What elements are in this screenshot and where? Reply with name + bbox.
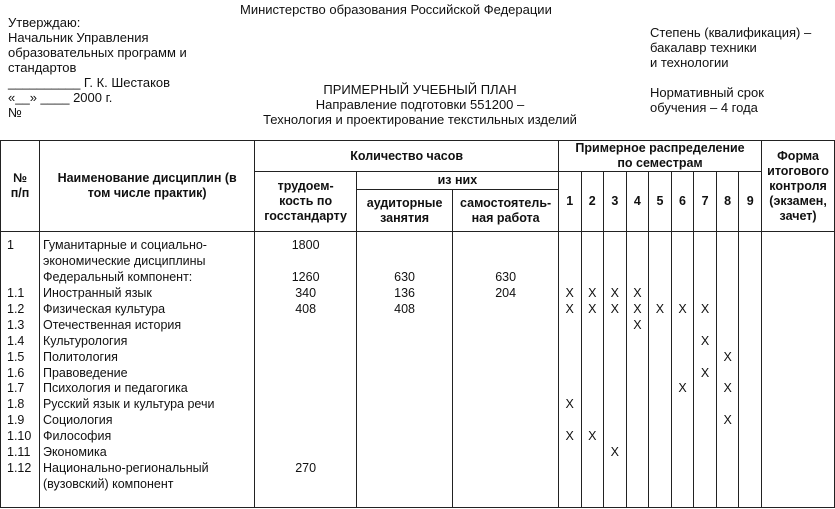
semester-mark xyxy=(649,270,671,286)
cell-name: Национально-региональный xyxy=(42,461,209,476)
header-control: Форма итогового контроля (экзамен, зачет) xyxy=(762,141,835,232)
cell-labor xyxy=(255,397,356,413)
cell-num: 1.2 xyxy=(7,301,25,316)
cell-self xyxy=(453,477,558,493)
semester-mark xyxy=(604,350,626,366)
cell-num: 1.11 xyxy=(7,445,31,460)
semester-mark: X xyxy=(700,333,710,348)
approval-line: стандартов xyxy=(8,60,77,75)
semester-mark xyxy=(559,477,581,493)
column-semester-6 xyxy=(672,232,694,493)
semester-mark xyxy=(739,477,761,493)
duration-block xyxy=(650,85,764,115)
cell-num: 1.12 xyxy=(7,461,32,476)
semester-mark: X xyxy=(588,285,597,300)
semester-mark xyxy=(582,334,604,350)
semester-mark xyxy=(717,477,739,493)
semester-mark xyxy=(582,350,604,366)
cell-aud xyxy=(357,334,452,350)
header-of-them: из них xyxy=(356,172,558,190)
semester-mark xyxy=(627,413,649,429)
cell-self xyxy=(453,381,558,397)
semester-mark xyxy=(649,461,671,477)
semester-mark xyxy=(559,238,581,254)
cell-labor xyxy=(255,381,356,397)
cell-labor xyxy=(255,366,356,382)
semester-mark xyxy=(694,397,716,413)
cell-name: Гуманитарные и социально- xyxy=(42,238,207,252)
semester-mark xyxy=(739,286,761,302)
semester-mark xyxy=(739,381,761,397)
degree-block xyxy=(650,25,811,70)
semester-mark xyxy=(627,397,649,413)
cell-num: 1.3 xyxy=(7,317,25,332)
cell-num: 1.9 xyxy=(7,413,25,428)
cell-aud: 136 xyxy=(394,285,416,300)
semester-mark xyxy=(559,318,581,334)
cell-name: Психология и педагогика xyxy=(42,381,188,396)
cell-aud xyxy=(357,366,452,382)
semester-mark xyxy=(582,381,604,397)
semester-mark xyxy=(627,350,649,366)
semester-mark xyxy=(604,334,626,350)
cell-self xyxy=(453,238,558,254)
cell-name: Социология xyxy=(42,413,113,428)
cell-aud xyxy=(357,445,452,461)
cell-self xyxy=(453,461,558,477)
cell-aud: 630 xyxy=(394,269,416,284)
semester-mark xyxy=(627,461,649,477)
header-name: Наименование дисциплин (в том числе практик) xyxy=(39,141,254,232)
semester-mark: X xyxy=(565,301,574,316)
degree-line: и технологии xyxy=(650,55,729,70)
semester-mark: X xyxy=(633,285,642,300)
cell-num: 1.10 xyxy=(7,429,32,444)
semester-mark: X xyxy=(633,317,642,332)
header-num: № п/п xyxy=(1,141,40,232)
header-semester-8: 8 xyxy=(716,172,739,232)
semester-mark xyxy=(604,254,626,270)
semester-mark xyxy=(649,429,671,445)
semester-mark xyxy=(559,254,581,270)
column-semester-8 xyxy=(717,232,739,493)
semester-mark: X xyxy=(723,381,732,396)
header-semester-5: 5 xyxy=(649,172,672,232)
cell-self xyxy=(453,429,558,445)
semester-mark xyxy=(559,445,581,461)
semester-mark xyxy=(604,270,626,286)
cell-labor: 340 xyxy=(295,285,317,300)
semester-mark xyxy=(627,270,649,286)
semester-mark xyxy=(627,429,649,445)
cell-aud xyxy=(357,429,452,445)
semester-mark: X xyxy=(723,349,732,364)
semester-mark xyxy=(717,238,739,254)
semester-mark xyxy=(582,477,604,493)
semester-mark xyxy=(559,366,581,382)
semester-mark xyxy=(582,366,604,382)
semester-mark xyxy=(672,366,694,382)
cell-self xyxy=(453,302,558,318)
column-labor xyxy=(255,232,356,493)
semester-mark xyxy=(694,254,716,270)
header-auditory: аудиторные занятия xyxy=(356,190,452,232)
cell-self xyxy=(453,254,558,270)
cell-aud xyxy=(357,413,452,429)
column-semester-9 xyxy=(739,232,761,493)
semester-mark xyxy=(739,270,761,286)
cell-aud xyxy=(357,254,452,270)
semester-mark: X xyxy=(700,301,710,316)
semester-mark: X xyxy=(565,429,574,444)
semester-mark xyxy=(559,461,581,477)
column-semester-4 xyxy=(627,232,649,493)
column-semester-1 xyxy=(559,232,581,493)
semester-mark xyxy=(694,238,716,254)
semester-mark xyxy=(672,318,694,334)
cell-self xyxy=(453,350,558,366)
cell-self xyxy=(453,413,558,429)
column-semester-3 xyxy=(604,232,626,493)
semester-mark xyxy=(739,429,761,445)
cell-labor xyxy=(255,350,356,366)
semester-mark xyxy=(672,286,694,302)
semester-mark xyxy=(672,254,694,270)
semester-mark xyxy=(739,350,761,366)
cell-num xyxy=(1,477,39,493)
semester-mark xyxy=(694,413,716,429)
semester-mark xyxy=(672,413,694,429)
cell-name: Физическая культура xyxy=(42,301,166,316)
semester-mark: X xyxy=(565,285,574,300)
cell-name: Политология xyxy=(42,349,118,364)
column-name xyxy=(40,232,254,493)
cell-self xyxy=(453,318,558,334)
cell-labor: 1260 xyxy=(291,269,320,284)
semester-mark xyxy=(604,397,626,413)
semester-mark xyxy=(627,366,649,382)
cell-labor xyxy=(255,477,356,493)
semester-mark: X xyxy=(565,397,574,412)
semester-mark xyxy=(717,286,739,302)
semester-mark xyxy=(604,366,626,382)
column-semester-7 xyxy=(694,232,716,493)
semester-mark xyxy=(649,286,671,302)
semester-mark xyxy=(582,461,604,477)
semester-mark xyxy=(672,477,694,493)
header-semester-3: 3 xyxy=(604,172,627,232)
cell-name: Федеральный компонент: xyxy=(42,269,193,284)
semester-mark xyxy=(582,238,604,254)
semester-mark xyxy=(627,238,649,254)
semester-mark xyxy=(739,318,761,334)
semester-mark xyxy=(672,445,694,461)
semester-mark xyxy=(717,397,739,413)
semester-mark xyxy=(717,461,739,477)
semester-mark xyxy=(649,413,671,429)
semester-mark xyxy=(582,254,604,270)
cell-self: 630 xyxy=(495,269,517,284)
semester-mark xyxy=(717,334,739,350)
cell-aud: 408 xyxy=(394,301,416,316)
semester-mark xyxy=(694,270,716,286)
semester-mark xyxy=(604,477,626,493)
plan-title-block xyxy=(230,82,610,127)
semester-mark xyxy=(627,477,649,493)
semester-mark xyxy=(649,334,671,350)
header-semester-2: 2 xyxy=(581,172,604,232)
semester-mark xyxy=(694,318,716,334)
approval-signature: __________ Г. К. Шестаков xyxy=(8,75,171,90)
column-num xyxy=(1,232,39,493)
semester-mark: X xyxy=(678,381,687,396)
cell-name: Культурология xyxy=(42,333,128,348)
semester-mark xyxy=(559,413,581,429)
semester-mark: X xyxy=(588,301,597,316)
approval-date: «__» ____ 2000 г. xyxy=(8,90,113,105)
header-semester-6: 6 xyxy=(671,172,694,232)
semester-mark xyxy=(739,238,761,254)
cell-num: 1.1 xyxy=(7,285,25,300)
semester-mark xyxy=(604,461,626,477)
semester-mark xyxy=(604,413,626,429)
semester-mark xyxy=(604,381,626,397)
semester-mark xyxy=(627,334,649,350)
cell-num: 1.5 xyxy=(7,349,25,364)
semester-mark xyxy=(672,429,694,445)
semester-mark xyxy=(717,366,739,382)
semester-mark xyxy=(559,334,581,350)
semester-mark xyxy=(739,254,761,270)
semester-mark xyxy=(649,238,671,254)
column-semester-2 xyxy=(582,232,604,493)
duration-line: обучения – 4 года xyxy=(650,100,758,115)
semester-mark xyxy=(604,318,626,334)
cell-labor: 1800 xyxy=(291,238,320,252)
curriculum-table xyxy=(0,140,835,508)
cell-name: экономические дисциплины xyxy=(42,253,206,268)
semester-mark xyxy=(649,318,671,334)
semester-mark xyxy=(649,397,671,413)
cell-labor xyxy=(255,429,356,445)
cell-num: 1 xyxy=(7,238,14,252)
header-hours: Количество часов xyxy=(255,141,559,172)
header-semester-7: 7 xyxy=(694,172,717,232)
semester-mark xyxy=(627,381,649,397)
semester-mark xyxy=(717,254,739,270)
semester-mark xyxy=(739,413,761,429)
semester-mark xyxy=(694,381,716,397)
semester-mark xyxy=(582,445,604,461)
semester-mark xyxy=(717,302,739,318)
semester-mark xyxy=(559,381,581,397)
cell-name: Философия xyxy=(42,429,112,444)
column-control xyxy=(762,232,834,238)
semester-mark xyxy=(672,270,694,286)
cell-aud xyxy=(357,477,452,493)
semester-mark xyxy=(649,445,671,461)
semester-mark xyxy=(739,445,761,461)
cell-num: 1.4 xyxy=(7,333,25,348)
cell-aud xyxy=(357,318,452,334)
semester-mark xyxy=(694,445,716,461)
semester-mark xyxy=(717,270,739,286)
approval-block xyxy=(8,15,187,120)
cell-self xyxy=(453,366,558,382)
semester-mark xyxy=(582,270,604,286)
header-self-study: самостоятель-ная работа xyxy=(453,190,559,232)
semester-mark xyxy=(604,429,626,445)
semester-mark xyxy=(672,334,694,350)
degree-line: бакалавр техники xyxy=(650,40,757,55)
approval-number: № xyxy=(8,105,22,120)
cell-name: Отечественная история xyxy=(42,317,182,332)
cell-name: Экономика xyxy=(42,445,107,460)
column-semester-5 xyxy=(649,232,671,493)
cell-aud xyxy=(357,397,452,413)
duration-line: Нормативный срок xyxy=(650,85,764,100)
header-labor: трудоем-кость по госстандарту xyxy=(255,172,357,232)
semester-mark xyxy=(649,381,671,397)
semester-mark: X xyxy=(678,301,687,316)
semester-mark: X xyxy=(610,301,620,316)
cell-labor xyxy=(255,254,356,270)
cell-aud xyxy=(357,461,452,477)
semester-mark: X xyxy=(700,365,710,380)
cell-aud xyxy=(357,381,452,397)
semester-mark: X xyxy=(723,413,732,428)
semester-mark: X xyxy=(610,445,620,460)
semester-mark xyxy=(739,461,761,477)
semester-mark xyxy=(582,397,604,413)
cell-labor xyxy=(255,318,356,334)
semester-mark xyxy=(649,350,671,366)
cell-labor: 408 xyxy=(295,301,317,316)
semester-mark: X xyxy=(633,301,642,316)
cell-num xyxy=(1,270,39,286)
header-semester-4: 4 xyxy=(626,172,649,232)
cell-labor xyxy=(255,445,356,461)
degree-line: Степень (квалификация) – xyxy=(650,25,812,40)
cell-name: Русский язык и культура речи xyxy=(42,397,215,412)
ministry-title: Министерство образования Российской Федерации xyxy=(240,2,552,17)
column-auditory xyxy=(357,232,452,493)
semester-mark xyxy=(694,350,716,366)
semester-mark: X xyxy=(588,429,597,444)
cell-self xyxy=(453,445,558,461)
header-semesters: Примерное распределение по семестрам xyxy=(558,141,761,172)
semester-mark xyxy=(694,461,716,477)
semester-mark xyxy=(739,397,761,413)
column-self-study xyxy=(453,232,558,493)
semester-mark xyxy=(717,429,739,445)
cell-name: (вузовский) компонент xyxy=(42,477,174,492)
cell-aud xyxy=(357,238,452,254)
semester-mark xyxy=(694,286,716,302)
approval-line: Утверждаю: xyxy=(8,15,81,30)
plan-direction-name: Технология и проектирование текстильных изделий xyxy=(263,112,577,127)
cell-labor xyxy=(255,413,356,429)
plan-direction: Направление подготовки 551200 – xyxy=(315,97,525,112)
cell-name: Правоведение xyxy=(42,365,128,380)
semester-mark xyxy=(559,270,581,286)
semester-mark xyxy=(627,445,649,461)
semester-mark xyxy=(739,302,761,318)
semester-mark xyxy=(672,461,694,477)
semester-mark xyxy=(739,334,761,350)
semester-mark xyxy=(717,445,739,461)
approval-line: образовательных программ и xyxy=(8,45,187,60)
semester-mark: X xyxy=(610,285,620,300)
semester-mark: X xyxy=(655,301,665,316)
semester-mark xyxy=(627,254,649,270)
cell-self: 204 xyxy=(495,285,517,300)
semester-mark xyxy=(649,366,671,382)
semester-mark xyxy=(672,350,694,366)
semester-mark xyxy=(649,254,671,270)
cell-name: Иностранный язык xyxy=(42,285,152,300)
semester-mark xyxy=(649,477,671,493)
semester-mark xyxy=(604,238,626,254)
header-semester-1: 1 xyxy=(558,172,581,232)
semester-mark xyxy=(694,477,716,493)
semester-mark xyxy=(694,429,716,445)
approval-line: Начальник Управления xyxy=(8,30,149,45)
semester-mark xyxy=(739,366,761,382)
semester-mark xyxy=(582,318,604,334)
semester-mark xyxy=(672,397,694,413)
cell-num: 1.7 xyxy=(7,381,25,396)
cell-aud xyxy=(357,350,452,366)
cell-self xyxy=(453,397,558,413)
cell-labor xyxy=(255,334,356,350)
cell-num: 1.8 xyxy=(7,397,25,412)
cell-labor: 270 xyxy=(295,461,317,476)
cell-num xyxy=(1,254,39,270)
semester-mark xyxy=(582,413,604,429)
cell-self xyxy=(453,334,558,350)
header-semester-9: 9 xyxy=(739,172,762,232)
semester-mark xyxy=(559,350,581,366)
semester-mark xyxy=(672,238,694,254)
plan-title: ПРИМЕРНЫЙ УЧЕБНЫЙ ПЛАН xyxy=(323,82,517,97)
cell-num: 1.6 xyxy=(7,365,25,380)
semester-mark xyxy=(717,318,739,334)
